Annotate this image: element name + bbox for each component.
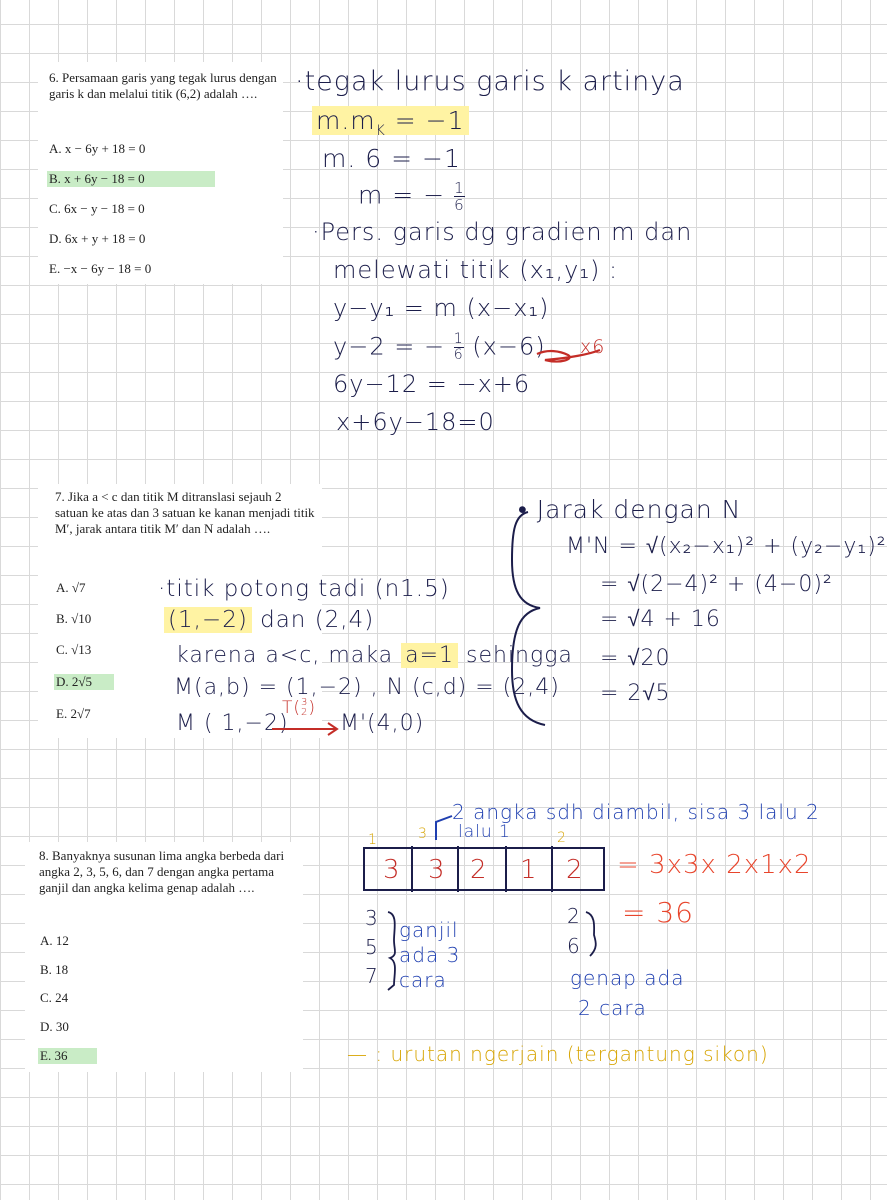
q8-mark-second: 3 <box>418 826 428 842</box>
q7-note-t-y: 2 <box>301 707 309 718</box>
q7-note-because-a: karena a<c, maka <box>176 643 402 668</box>
q8-odd-text-1: ganjil <box>399 918 459 942</box>
q6-option-e: E. −x − 6y − 18 = 0 <box>49 261 152 276</box>
q7-note-point-2: dan (2,4) <box>251 607 375 633</box>
q7-note-m-point: M ( 1,−2) <box>176 711 289 736</box>
q8-odd-digit-5: 5 <box>365 935 379 959</box>
q8-odd-digit-7: 7 <box>365 964 379 988</box>
q7-note-so: sehingga <box>458 643 573 668</box>
q8-note-top2: lalu 1 <box>458 822 511 842</box>
q6-note-line-eq-title: ·Pers. garis dg gradien m dan <box>312 218 693 246</box>
q6-note-m-mk: m.m <box>316 106 376 135</box>
q8-odd-text-3: cara <box>399 968 447 992</box>
q7-note-m-and-n: M(a,b) = (1,−2) , N (c,d) = (2,4) <box>174 675 560 700</box>
q8-even-text-1: genap ada <box>570 966 685 990</box>
q6-option-a: A. x − 6y + 18 = 0 <box>49 141 146 156</box>
q6-note-expanded: 6y−12 = −x+6 <box>333 370 531 398</box>
q8-option-a: A. 12 <box>40 933 69 948</box>
q7-note-intersection: ·titik potong tadi (n1.5) <box>158 576 450 602</box>
q8-odd-digit-3: 3 <box>365 906 379 930</box>
q7-dist-answer: = 2√5 <box>600 681 671 706</box>
q7-note-m-prime: M'(4,0) <box>340 711 425 736</box>
q8-note-equation: = 3x3x 2x1x2 <box>617 850 812 880</box>
q6-note-x-minus-6: (x−6) <box>472 332 546 361</box>
q7-option-d-answer: D. 2√5 <box>54 674 114 690</box>
q6-note-frac2-den: 6 <box>453 347 464 363</box>
question-6-stem: 6. Persamaan garis yang tegak lurus dengan garis k dan melalui titik (6,2) adalah …. <box>49 70 277 101</box>
q8-box-4: 1 <box>520 855 538 885</box>
q8-even-brace <box>586 912 596 956</box>
q7-dist-formula: M'N = √(x₂−x₁)² + (y₂−y₁)² <box>566 534 887 559</box>
q6-red-underline <box>537 350 600 361</box>
q8-mark-last: 2 <box>557 830 567 846</box>
q8-note-footer: — : urutan ngerjain (tergantung sikon) <box>347 1042 769 1066</box>
q8-box-1: 3 <box>383 855 401 885</box>
q8-option-d: D. 30 <box>40 1019 69 1034</box>
q7-note-t-x: 3 <box>301 697 309 708</box>
q7-note-point-1: (1,−2) <box>164 607 252 633</box>
q7-dist-sum: = √4 + 16 <box>600 607 721 632</box>
q7-option-c: C. √13 <box>56 642 92 657</box>
q8-even-digit-2: 2 <box>567 904 581 928</box>
q7-dist-title: • Jarak dengan N <box>518 495 742 524</box>
q6-option-b-answer: B. x + 6y − 18 = 0 <box>47 171 215 187</box>
q8-option-e-answer: E. 36 <box>38 1048 97 1064</box>
q7-note-a-eq-1: a=1 <box>401 643 458 668</box>
question-8-stem: 8. Banyaknya susunan lima angka berbeda dari angka 2, 3, 5, 6, dan 7 dengan angka pertama ganjil dan angka kelima genap adalah …. <box>39 848 285 895</box>
q8-option-c: C. 24 <box>40 990 69 1005</box>
q7-dist-substitute: = √(2−4)² + (4−0)² <box>600 572 833 597</box>
q7-option-e: E. 2√7 <box>56 706 91 721</box>
q6-note-through-point: melewati titik (x₁,y₁) : <box>333 256 619 284</box>
q6-note-point-slope: y−y₁ = m (x−x₁) <box>333 294 550 322</box>
q8-note-result: = 36 <box>622 896 694 929</box>
q7-note-t-open: T( <box>282 698 302 718</box>
q8-even-text-2: 2 cara <box>578 996 647 1020</box>
q8-note-top: 2 angka sdh diambil, sisa 3 lalu 2 <box>452 800 820 824</box>
q8-option-b: B. 18 <box>40 962 69 977</box>
q8-even-digit-6: 6 <box>567 934 581 958</box>
q6-note-perpendicular: ·tegak lurus garis k artinya <box>295 66 685 97</box>
q6-note-frac-den: 6 <box>454 196 465 214</box>
q8-box-5: 2 <box>566 855 584 885</box>
q6-note-m-eq: m = − <box>358 180 446 210</box>
q6-note-frac-num: 1 <box>454 179 465 197</box>
q6-option-d: D. 6x + y + 18 = 0 <box>49 231 146 246</box>
q6-note-times-6: x6 <box>580 336 606 358</box>
q8-mark-first: 1 <box>368 832 378 848</box>
q6-note-final-eq: x+6y−18=0 <box>336 408 495 436</box>
q7-distance-brace <box>512 512 545 725</box>
q6-note-sub-k: K <box>375 123 386 139</box>
q6-note-y-minus-2: y−2 = − <box>333 332 446 361</box>
q8-odd-brace <box>388 912 395 990</box>
q6-option-c: C. 6x − y − 18 = 0 <box>49 201 145 216</box>
q7-note-t-close: ) <box>308 698 317 718</box>
q8-slots-outline <box>364 848 604 890</box>
q7-dist-root20: = √20 <box>600 646 671 671</box>
q6-note-eq-minus-one: = −1 <box>385 106 465 135</box>
q8-odd-text-2: ada 3 <box>399 943 461 967</box>
q6-note-frac2-num: 1 <box>453 331 464 347</box>
q6-note-m-times-6: m. 6 = −1 <box>322 144 461 173</box>
question-7-stem: 7. Jika a < c dan titik M ditranslasi sejauh 2 satuan ke atas dan 3 satuan ke kanan menjadi titik M′, jarak antara titik M′ dan N adalah …. <box>55 489 315 536</box>
q7-option-b: B. √10 <box>56 611 92 626</box>
q7-option-a: A. √7 <box>56 580 86 595</box>
q8-box-3: 2 <box>470 855 488 885</box>
q8-blue-arrow <box>436 816 452 840</box>
q8-box-2: 3 <box>428 855 446 885</box>
